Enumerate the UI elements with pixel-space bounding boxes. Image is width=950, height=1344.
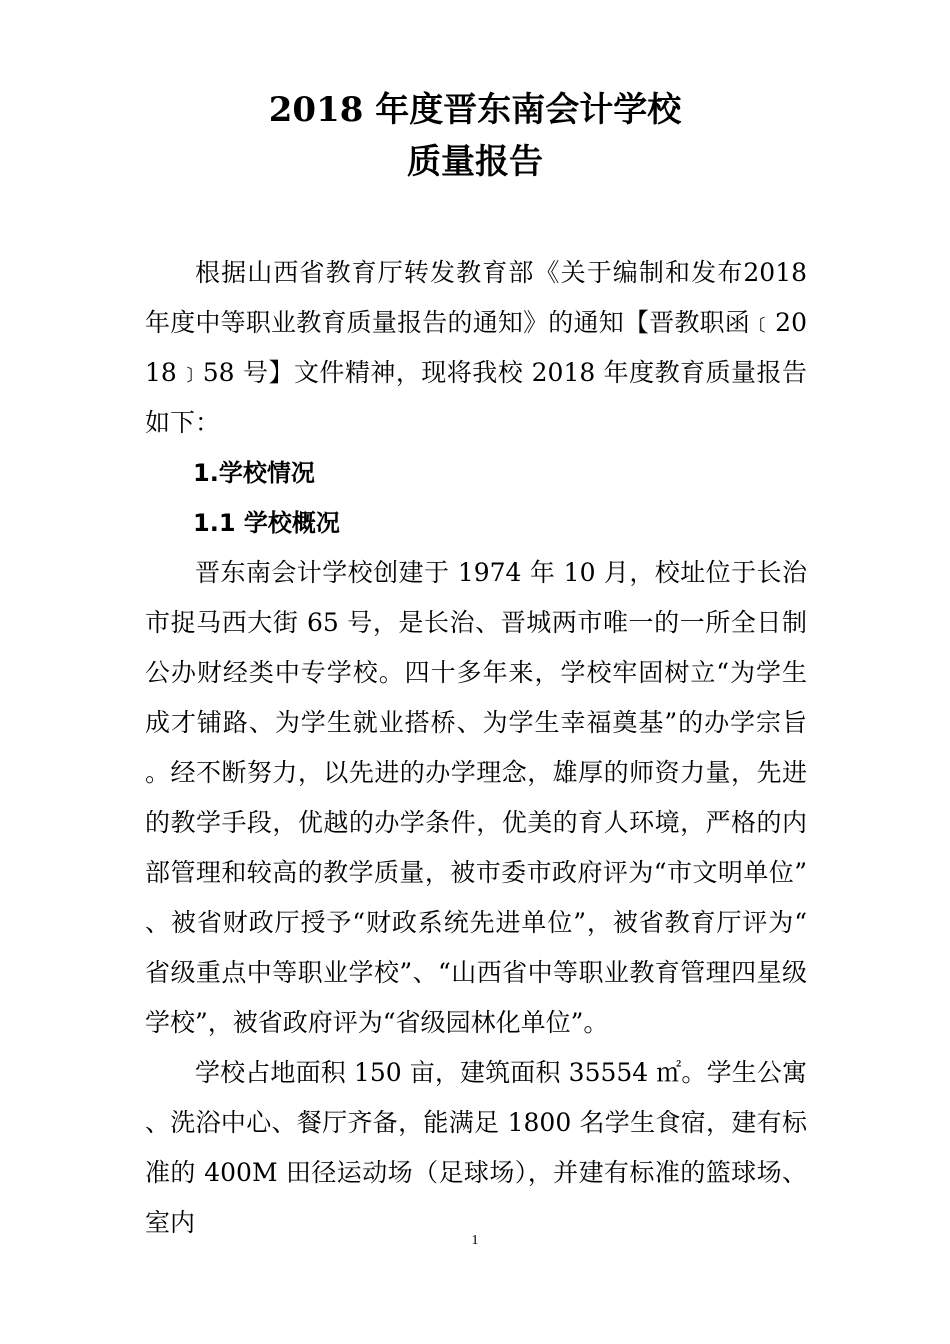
school-facilities-paragraph: 学校占地面积 150 亩，建筑面积 35554 ㎡。学生公寓、洗浴中心、餐厅齐备，能满足 1800 名学生食宿，建有标准的 400M 田径运动场（足球场），并建有标准的篮球场、室内 [145,1058,807,1237]
page-number: 1 [471,1233,479,1248]
report-title-line1: 2018 年度晋东南会计学校 [268,90,682,130]
section-heading-school-situation: 1.学校情况 [193,459,315,487]
school-overview-paragraph: 晋东南会计学校创建于 1974 年 10 月，校址位于长治市捉马西大街 65 号，是长治、晋城两市唯一的一所全日制公办财经类中专学校。四十多年来，学校牢固树立“为学生成才铺路、为学生就业搭桥、为学生幸福奠基”的办学宗旨。经不断努力，以先进的办学理念，雄厚的师资力量，先进的教学手段，优越的办学条件，优美的育人环境，严格的内部管理和较高的教学质量，被市委市政府评为“市文明单位”、被省财政厅授予“财政系统先进单位”，被省教育厅评为“省级重点中等职业学校”、“山西省中等职业教育管理四星级学校”，被省政府评为“省级园林化单位”。 [145,558,807,1037]
report-title-line2: 质量报告 [407,142,543,182]
subsection-heading-school-overview: 1.1 学校概况 [193,509,340,537]
document-body [145,248,807,1248]
intro-paragraph: 根据山西省教育厅转发教育部《关于编制和发布2018 年度中等职业教育质量报告的通知》的通知【晋教职函﹝2018﹞58 号】文件精神，现将我校 2018 年度教育质量报告如下： [145,258,807,437]
